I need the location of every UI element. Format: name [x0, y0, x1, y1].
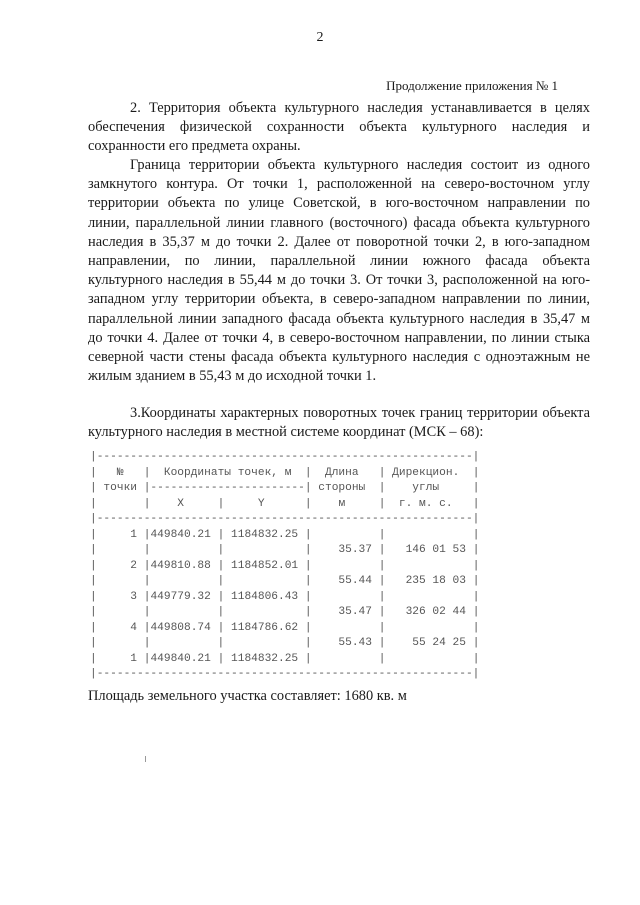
- point-x: 449779.32: [150, 590, 218, 603]
- scan-speck: [145, 756, 146, 762]
- point-x: 449840.21: [150, 652, 218, 665]
- segment-bearing: 235 18 03: [385, 575, 473, 587]
- point-number: 1: [96, 528, 144, 541]
- header-length-unit: м: [311, 497, 379, 510]
- point-x: 449810.88: [150, 559, 218, 572]
- header-point-no-2: точки: [96, 482, 144, 494]
- header-coordinates: Координаты точек, м: [150, 466, 305, 479]
- header-bearing: Дирекцион.: [385, 466, 473, 479]
- point-number: 1: [96, 652, 144, 665]
- point-number: 4: [96, 621, 144, 634]
- appendix-reference: Продолжение приложения № 1: [386, 78, 558, 93]
- header-bearing-2: углы: [385, 482, 473, 494]
- point-y: 1184852.01: [224, 559, 305, 572]
- segment-length: 55.44: [311, 575, 379, 587]
- segment-bearing: 326 02 44: [385, 606, 473, 618]
- point-y: 1184832.25: [224, 652, 305, 665]
- segment-length: 55.43: [311, 637, 379, 649]
- header-bearing-unit: г. м. с.: [385, 497, 473, 510]
- header-point-no: №: [96, 466, 144, 479]
- point-y: 1184786.62: [224, 621, 305, 634]
- point-number: 3: [96, 590, 144, 603]
- coordinates-table: |--------------------------------------------------------| | № | Координаты точек, м | Длина | Дирекцион. | | точки |-----------------------| стороны | углы | | | X | Y | м | г. м. с. | |--------------------------------------------------------| | 1 |449840.21 | 1184832.25 | | | | | | | 35.37 | 146 01 53 | | 2 |449810.88 | 1184852.01 | | | | | | | 55.44 | 235 18 03 | | 3 |449779.32 | 1184806.43 | | | | | | | 35.47 | 326 02 44 | | 4 |449808.74 | 1184786.62 | | | | | | | 55.43 | 55 24 25 | | 1 |449840.21 | 1184832.25 | | | |--------------------------------------------------------|: [90, 451, 480, 680]
- point-y: 1184806.43: [224, 590, 305, 603]
- point-number: 2: [96, 559, 144, 572]
- segment-bearing: 55 24 25: [385, 637, 473, 649]
- page-number: 2: [316, 30, 324, 45]
- header-length-2: стороны: [311, 482, 379, 494]
- segment-length: 35.37: [311, 544, 379, 556]
- segment-length: 35.47: [311, 606, 379, 618]
- section-2-territory-paragraph: 2. Территория объекта культурного наследия устанавливается в целях обеспечения физической сохранности объекта культурного наследия и сохранности его предмета охраны.: [88, 100, 590, 155]
- land-area-statement: Площадь земельного участка составляет: 1680 кв. м: [88, 688, 407, 704]
- header-length: Длина: [311, 466, 379, 479]
- header-x: X: [150, 497, 218, 510]
- point-x: 449840.21: [150, 528, 218, 541]
- section-2-boundary-paragraph: Граница территории объекта культурного наследия состоит из одного замкнутого контура. От точки 1, расположенной на северо-восточном углу территории объекта по улице Советской, в юго-восточном направлении по линии, параллельной линии главного (восточного) фасада объекта культурного наследия в 35,37 м до точки 2. Далее от поворотной точки 2, в юго-западном направлении, по линии, параллельной линии южного фасада объекта культурного наследия в 55,44 м до точки 3. От точки 3, расположенной на юго-западном углу территории объекта, в северо-западном направлении по линии, параллельной линии западного фасада объекта культурного наследия в 35,47 м до точки 4. Далее от точки 4, в северо-восточном направлении, по линии стыка северной части стены фасада объекта культурного наследия с одноэтажным не жилым зданием в 55,43 м до исходной точки 1.: [88, 157, 590, 385]
- section-3-heading: 3.Координаты характерных поворотных точек границ территории объекта культурного наследия в местной системе координат (МСК – 68):: [88, 405, 590, 441]
- header-y: Y: [224, 497, 305, 510]
- point-y: 1184832.25: [224, 528, 305, 541]
- segment-bearing: 146 01 53: [385, 544, 473, 556]
- point-x: 449808.74: [150, 621, 218, 634]
